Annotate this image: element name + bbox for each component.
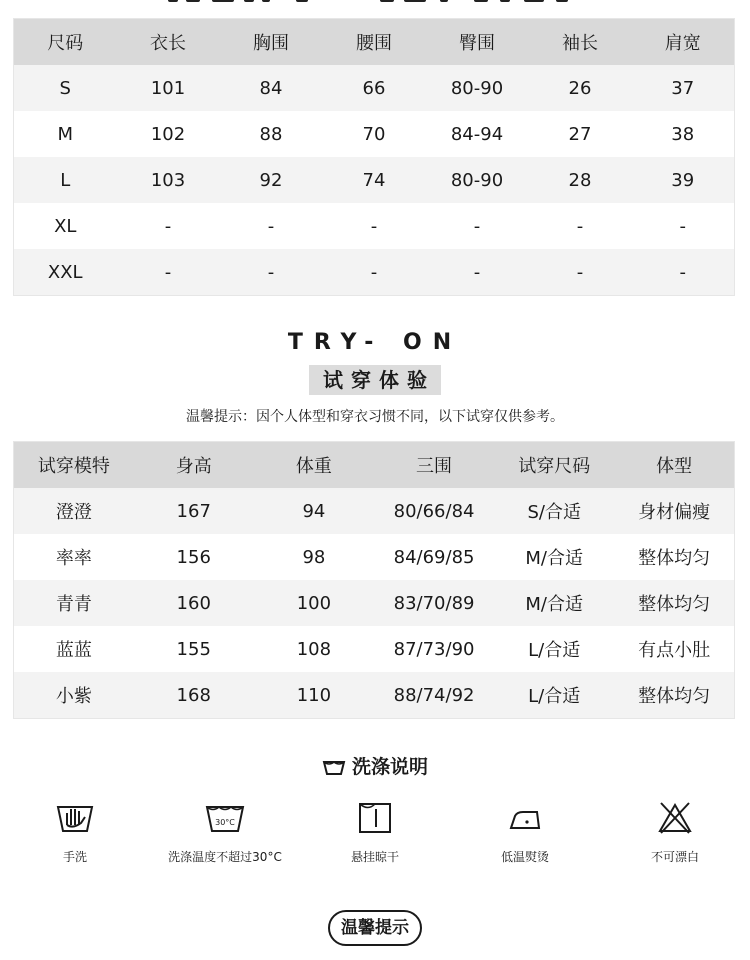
table-cell: 155 (134, 626, 254, 672)
table-cell: 39 (632, 157, 735, 203)
table-cell: - (220, 203, 323, 249)
low-iron-label: 低温熨烫 (500, 850, 549, 864)
table-cell: 103 (117, 157, 220, 203)
table-cell: L (14, 157, 117, 203)
weight-col-header: 体重 (254, 442, 374, 489)
table-cell: 80-90 (426, 65, 529, 111)
table-cell: 37 (632, 65, 735, 111)
low-iron-instruction (450, 796, 600, 865)
table-cell: 88 (220, 111, 323, 157)
measurements-col-header: 三围 (374, 442, 494, 489)
hand-wash-icon (56, 801, 94, 835)
table-row (14, 534, 735, 580)
table-cell: XXL (14, 249, 117, 296)
model-col-header: 试穿模特 (14, 442, 134, 489)
table-cell: 70 (323, 111, 426, 157)
sleeve-col-header: 袖长 (529, 19, 632, 66)
table-row (14, 203, 735, 249)
tips-badge-wrap (0, 910, 750, 946)
table-cell: L/合适 (494, 626, 614, 672)
wash-temp-icon-text: 30°C (215, 818, 235, 827)
table-cell: L/合适 (494, 672, 614, 719)
table-cell: 88/74/92 (374, 672, 494, 719)
table-cell: - (529, 203, 632, 249)
table-row (14, 488, 735, 534)
try-on-subtitle-wrap (0, 365, 750, 395)
tried-size-col-header: 试穿尺码 (494, 442, 614, 489)
table-cell: 156 (134, 534, 254, 580)
no-bleach-label: 不可漂白 (650, 850, 699, 864)
table-cell: S (14, 65, 117, 111)
table-cell: - (529, 249, 632, 296)
table-cell: 108 (254, 626, 374, 672)
height-col-header: 身高 (134, 442, 254, 489)
table-cell: 87/73/90 (374, 626, 494, 672)
table-cell: 110 (254, 672, 374, 719)
table-cell: 有点小肚 (614, 626, 734, 672)
table-cell: 94 (254, 488, 374, 534)
table-cell: XL (14, 203, 117, 249)
wash-temp-instruction (150, 796, 300, 865)
table-cell: 青青 (14, 580, 134, 626)
table-cell: 160 (134, 580, 254, 626)
size-chart-header-row (14, 19, 735, 66)
table-row (14, 249, 735, 296)
table-cell: 28 (529, 157, 632, 203)
hang-dry-icon (358, 801, 392, 835)
table-cell: 澄澄 (14, 488, 134, 534)
table-cell: - (117, 203, 220, 249)
table-cell: - (632, 249, 735, 296)
table-cell: S/合适 (494, 488, 614, 534)
table-cell: 蓝蓝 (14, 626, 134, 672)
table-cell: 101 (117, 65, 220, 111)
hang-dry-label: 悬挂晾干 (350, 850, 399, 864)
wash-basin-icon (322, 758, 346, 776)
no-bleach-icon (656, 799, 694, 837)
table-cell: M/合适 (494, 580, 614, 626)
table-cell: 66 (323, 65, 426, 111)
wash-30c-icon (205, 801, 245, 835)
table-row (14, 65, 735, 111)
table-cell: 84/69/85 (374, 534, 494, 580)
table-cell: M (14, 111, 117, 157)
washing-heading-label: 洗涤说明 (351, 756, 428, 778)
table-cell: 小紫 (14, 672, 134, 719)
table-cell: 身材偏瘦 (614, 488, 734, 534)
try-on-table (13, 441, 735, 719)
hip-col-header: 臀围 (426, 19, 529, 66)
table-cell: 38 (632, 111, 735, 157)
table-cell: 74 (323, 157, 426, 203)
table-cell: - (426, 249, 529, 296)
waist-col-header: 腰围 (323, 19, 426, 66)
try-on-subtitle: 试穿体验 (309, 365, 441, 395)
table-row (14, 157, 735, 203)
size-chart-table (13, 18, 735, 296)
table-cell: 98 (254, 534, 374, 580)
table-cell: 27 (529, 111, 632, 157)
body-type-col-header: 体型 (614, 442, 734, 489)
table-cell: 100 (254, 580, 374, 626)
table-cell: 整体均匀 (614, 580, 734, 626)
hand-wash-instruction (0, 796, 150, 865)
low-iron-icon (507, 804, 543, 832)
hand-wash-label: 手洗 (62, 850, 87, 864)
table-cell: 167 (134, 488, 254, 534)
table-cell: 168 (134, 672, 254, 719)
table-cell: - (220, 249, 323, 296)
try-on-note: 温馨提示：因个人体型和穿衣习惯不同，以下试穿仅供参考。 (186, 409, 564, 425)
table-cell: - (323, 249, 426, 296)
table-row (14, 672, 735, 719)
table-cell: 84-94 (426, 111, 529, 157)
try-on-header-row (14, 442, 735, 489)
table-cell: - (426, 203, 529, 249)
table-cell: 整体均匀 (614, 672, 734, 719)
table-cell: - (117, 249, 220, 296)
size-col-header: 尺码 (14, 19, 117, 66)
shoulder-col-header: 肩宽 (632, 19, 735, 66)
table-cell: 83/70/89 (374, 580, 494, 626)
table-cell: - (323, 203, 426, 249)
clipped-heading-fragment (0, 0, 750, 6)
length-col-header: 衣长 (117, 19, 220, 66)
try-on-title: TRY- ON (287, 330, 463, 355)
table-row (14, 111, 735, 157)
table-cell: 80/66/84 (374, 488, 494, 534)
table-cell: 26 (529, 65, 632, 111)
table-cell: M/合适 (494, 534, 614, 580)
table-cell: 84 (220, 65, 323, 111)
table-row (14, 626, 735, 672)
table-cell: 92 (220, 157, 323, 203)
washing-heading (0, 752, 750, 779)
tips-badge: 温馨提示 (328, 910, 422, 946)
table-cell: - (632, 203, 735, 249)
table-cell: 80-90 (426, 157, 529, 203)
hang-dry-instruction (300, 796, 450, 865)
table-row (14, 580, 735, 626)
no-bleach-instruction (600, 796, 750, 865)
table-cell: 102 (117, 111, 220, 157)
bust-col-header: 胸围 (220, 19, 323, 66)
table-cell: 整体均匀 (614, 534, 734, 580)
wash-temp-label: 洗涤温度不超过30°C (168, 850, 282, 864)
table-cell: 率率 (14, 534, 134, 580)
